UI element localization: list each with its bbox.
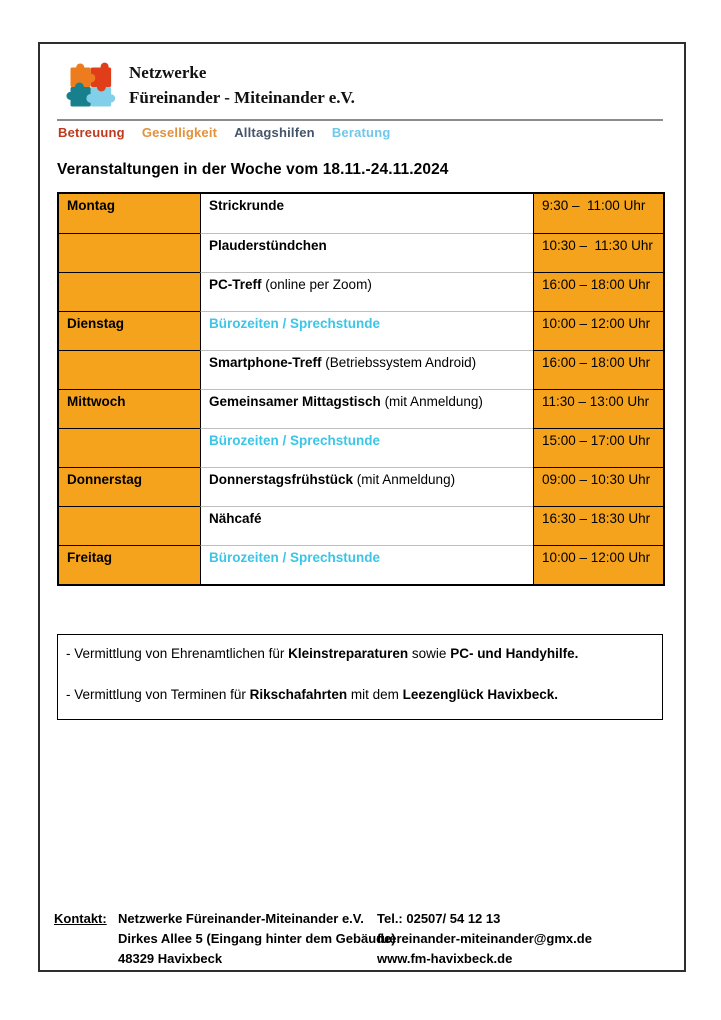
letterhead	[64, 58, 663, 116]
event-title: Bürozeiten / Sprechstunde	[209, 550, 381, 565]
day-cell	[59, 428, 200, 467]
event-title: Plauderstündchen	[209, 238, 327, 253]
event-cell	[200, 389, 533, 428]
event-note: (online per Zoom)	[261, 277, 372, 292]
day-cell: Montag	[59, 194, 200, 233]
brand-name-line2: Füreinander - Miteinander e.V.	[129, 88, 355, 107]
schedule-row	[59, 272, 663, 311]
event-title: PC-Treff	[209, 277, 262, 292]
info-text: - Vermittlung von Ehrenamtlichen für	[66, 646, 289, 661]
schedule-row	[59, 545, 663, 584]
letterhead-nav	[58, 125, 663, 140]
event-cell	[200, 311, 533, 350]
contact-section	[54, 909, 663, 971]
event-cell	[200, 467, 533, 506]
time-cell: 10:00 – 12:00 Uhr	[533, 545, 663, 584]
nav-item-betreuung: Betreuung	[58, 125, 125, 140]
letterhead-divider	[57, 119, 663, 121]
info-text: sowie	[408, 646, 451, 661]
brand-name-line1: Netzwerke	[129, 63, 207, 82]
logo-tab-blue-left	[86, 94, 95, 103]
contact-details-line: fuereinander-miteinander@gmx.de	[377, 931, 592, 946]
logo-tab-red-down	[97, 83, 106, 92]
schedule-row	[59, 194, 663, 233]
contact-details	[377, 909, 592, 969]
day-cell	[59, 272, 200, 311]
day-cell	[59, 350, 200, 389]
info-line	[66, 686, 652, 703]
event-title: Nähcafé	[209, 511, 262, 526]
event-note: (mit Anmeldung)	[353, 472, 456, 487]
schedule-row	[59, 506, 663, 545]
event-note: (mit Anmeldung)	[380, 394, 483, 409]
info-bold-text: PC- und Handyhilfe.	[450, 646, 579, 661]
day-cell	[59, 506, 200, 545]
logo-tab-orange-right	[86, 74, 95, 83]
event-cell	[200, 233, 533, 272]
time-cell: 09:00 – 10:30 Uhr	[533, 467, 663, 506]
day-cell: Mittwoch	[59, 389, 200, 428]
day-cell: Dienstag	[59, 311, 200, 350]
time-cell: 9:30 – 11:00 Uhr	[533, 194, 663, 233]
event-title: Gemeinsamer Mittagstisch	[209, 394, 381, 409]
logo-tab-blue-right	[107, 94, 115, 102]
info-bold-text: Kleinstreparaturen	[288, 646, 409, 661]
page-title: Veranstaltungen in der Woche vom 18.11.-24.11.2024	[57, 161, 449, 178]
event-cell	[200, 545, 533, 584]
nav-item-beratung: Beratung	[331, 125, 391, 140]
nav-item-geselligkeit: Geselligkeit	[141, 125, 218, 140]
schedule-row	[59, 311, 663, 350]
event-cell	[200, 272, 533, 311]
event-cell	[200, 506, 533, 545]
time-cell: 16:00 – 18:00 Uhr	[533, 272, 663, 311]
info-bold-text: Rikschafahrten	[249, 687, 348, 702]
contact-address-line: 48329 Havixbeck	[118, 951, 223, 966]
contact-details-line: Tel.: 02507/ 54 12 13	[377, 911, 501, 926]
event-title: Smartphone-Treff	[209, 355, 322, 370]
time-cell: 15:00 – 17:00 Uhr	[533, 428, 663, 467]
event-cell	[200, 428, 533, 467]
brand-name	[129, 60, 355, 110]
logo-tab-teal-up	[75, 83, 84, 92]
schedule-row	[59, 428, 663, 467]
info-line	[66, 645, 652, 662]
schedule-body	[59, 194, 663, 584]
nav-item-alltagshilfen: Alltagshilfen	[234, 125, 315, 140]
schedule-row	[59, 233, 663, 272]
logo-tab-orange-top	[76, 63, 84, 71]
logo-tab-teal-left	[66, 92, 74, 100]
info-text: mit dem	[347, 687, 403, 702]
day-cell: Donnerstag	[59, 467, 200, 506]
info-bold-text: Leezenglück Havixbeck.	[402, 687, 558, 702]
schedule-table	[57, 192, 665, 586]
schedule-row	[59, 389, 663, 428]
day-cell	[59, 233, 200, 272]
event-note: (Betriebssystem Android)	[321, 355, 477, 370]
time-cell: 16:30 – 18:30 Uhr	[533, 506, 663, 545]
event-title: Donnerstagsfrühstück	[209, 472, 354, 487]
event-cell	[200, 350, 533, 389]
info-text: - Vermittlung von Terminen für	[66, 687, 250, 702]
time-cell: 10:30 – 11:30 Uhr	[533, 233, 663, 272]
schedule-row	[59, 350, 663, 389]
day-cell: Freitag	[59, 545, 200, 584]
page-frame	[38, 42, 686, 972]
info-box	[57, 634, 663, 720]
event-title: Bürozeiten / Sprechstunde	[209, 433, 381, 448]
event-cell	[200, 194, 533, 233]
time-cell: 10:00 – 12:00 Uhr	[533, 311, 663, 350]
schedule-row	[59, 467, 663, 506]
logo-tab-red-top	[101, 63, 109, 71]
event-title: Bürozeiten / Sprechstunde	[209, 316, 381, 331]
contact-label: Kontakt:	[54, 911, 107, 926]
time-cell: 11:30 – 13:00 Uhr	[533, 389, 663, 428]
contact-details-line: www.fm-havixbeck.de	[377, 951, 513, 966]
contact-address-line: Dirkes Allee 5 (Eingang hinter dem Gebäude)	[118, 931, 396, 946]
time-cell: 16:00 – 18:00 Uhr	[533, 350, 663, 389]
event-title: Strickrunde	[209, 198, 285, 213]
contact-address-line: Netzwerke Füreinander-Miteinander e.V.	[118, 911, 364, 926]
contact-address	[118, 909, 396, 969]
puzzle-logo-icon	[64, 58, 116, 116]
